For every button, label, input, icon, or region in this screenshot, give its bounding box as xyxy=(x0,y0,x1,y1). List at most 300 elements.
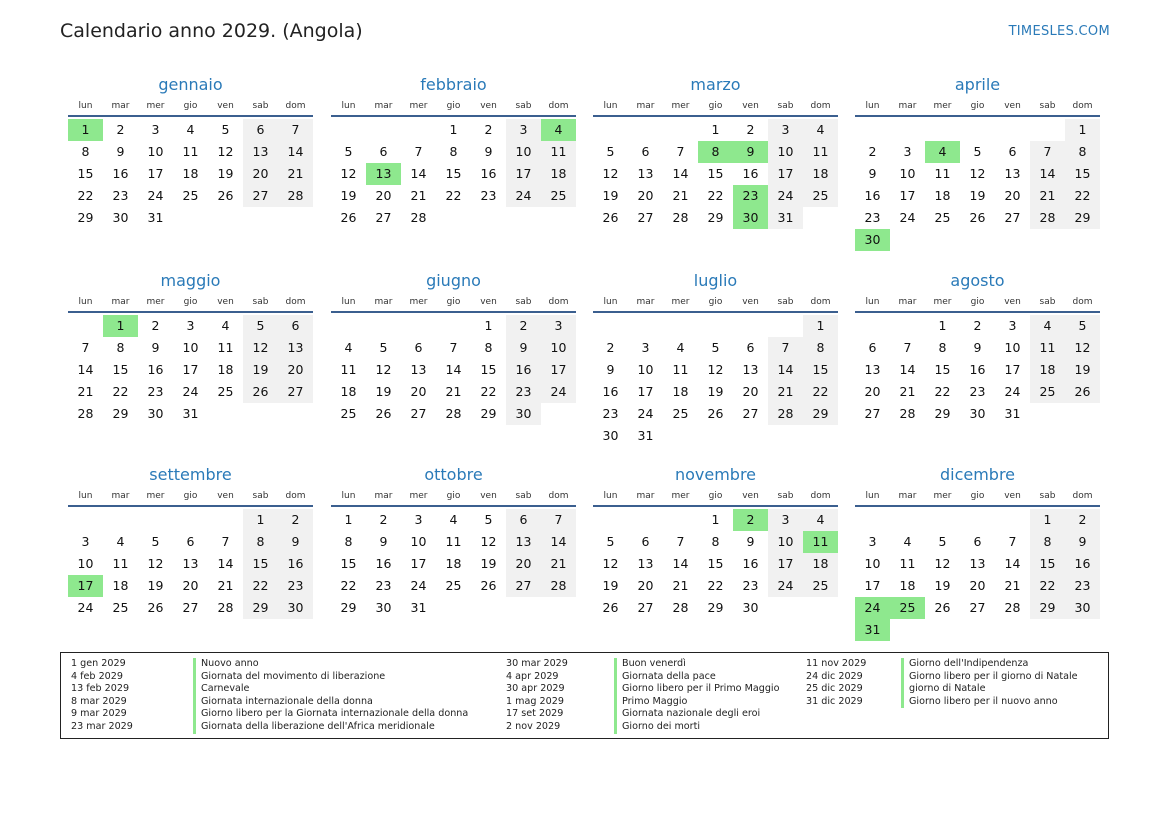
day-cell: 11 xyxy=(217,340,234,355)
day-cell: 9 xyxy=(278,531,313,553)
holiday-day-cell: 8 xyxy=(698,141,733,163)
holiday-row xyxy=(506,683,779,696)
day-cell: 2 xyxy=(506,315,541,337)
day-cell: 15 xyxy=(707,166,724,181)
weekday-label: mer xyxy=(933,297,952,307)
day-cell: 7 xyxy=(1030,141,1065,163)
day-cell: 25 xyxy=(541,185,576,207)
holiday-day-cell: 30 xyxy=(733,207,768,229)
holiday-date: 13 feb 2029 xyxy=(71,683,130,695)
day-cell: 30 xyxy=(1065,597,1100,619)
empty-cell xyxy=(925,119,960,141)
day-cell: 18 xyxy=(672,384,689,399)
day-cell: 14 xyxy=(541,531,576,553)
day-cell: 18 xyxy=(340,384,357,399)
day-cell: 25 xyxy=(803,185,838,207)
day-cell: 10 xyxy=(506,141,541,163)
day-cell: 10 xyxy=(768,141,803,163)
day-cell: 6 xyxy=(186,534,195,549)
day-cell: 28 xyxy=(77,406,94,421)
day-cell: 23 xyxy=(278,575,313,597)
day-cell: 11 xyxy=(899,556,916,571)
day-cell: 10 xyxy=(410,534,427,549)
month-maggio xyxy=(68,271,313,425)
month-title: dicembre xyxy=(939,465,1016,484)
day-cell: 1 xyxy=(344,512,353,527)
day-cell: 29 xyxy=(707,600,724,615)
day-cell: 1 xyxy=(711,512,720,527)
day-cell: 8 xyxy=(711,534,720,549)
day-cell: 3 xyxy=(768,509,803,531)
holiday-name: Giorno libero per la Giornata internazionale della donna xyxy=(193,708,468,721)
day-cell: 19 xyxy=(375,384,392,399)
day-cell: 23 xyxy=(602,406,619,421)
weekday-header xyxy=(68,490,313,507)
weekday-label: ven xyxy=(217,297,234,307)
day-cell: 21 xyxy=(1004,578,1021,593)
holiday-name: Giorno dell'Indipendenza xyxy=(901,658,1028,671)
day-cell: 27 xyxy=(506,575,541,597)
month-luglio xyxy=(593,271,838,447)
holiday-row xyxy=(806,671,1078,684)
empty-cell xyxy=(925,509,960,531)
day-cell: 28 xyxy=(1004,600,1021,615)
day-cell: 4 xyxy=(1030,315,1065,337)
day-cell: 12 xyxy=(602,166,619,181)
day-cell: 7 xyxy=(541,509,576,531)
month-ottobre xyxy=(331,465,576,619)
holiday-name: Giornata della pace xyxy=(614,671,716,684)
day-cell: 4 xyxy=(676,340,685,355)
day-cell: 3 xyxy=(414,512,423,527)
day-cell: 9 xyxy=(151,340,160,355)
day-cell: 17 xyxy=(768,163,803,185)
day-cell: 16 xyxy=(278,553,313,575)
day-cell: 8 xyxy=(938,340,947,355)
day-cell: 7 xyxy=(676,144,685,159)
day-grid xyxy=(593,119,838,229)
day-cell: 29 xyxy=(112,406,129,421)
day-cell: 22 xyxy=(112,384,129,399)
day-cell: 29 xyxy=(803,403,838,425)
holiday-name: Primo Maggio xyxy=(614,696,687,709)
day-cell: 19 xyxy=(602,578,619,593)
weekday-label: mar xyxy=(374,491,393,501)
day-cell: 20 xyxy=(243,163,278,185)
day-cell: 16 xyxy=(864,188,881,203)
holiday-row xyxy=(506,671,779,684)
day-cell: 17 xyxy=(1004,362,1021,377)
day-cell: 13 xyxy=(278,337,313,359)
empty-cell xyxy=(68,315,103,337)
day-cell: 21 xyxy=(445,384,462,399)
day-cell: 5 xyxy=(484,512,493,527)
month-settembre xyxy=(68,465,313,619)
empty-cell xyxy=(593,509,628,531)
day-cell: 11 xyxy=(803,141,838,163)
day-cell: 30 xyxy=(147,406,164,421)
day-grid xyxy=(331,509,576,619)
weekday-label: sab xyxy=(777,101,794,111)
empty-cell xyxy=(331,119,366,141)
weekday-label: dom xyxy=(285,297,306,307)
day-cell: 5 xyxy=(938,534,947,549)
holiday-day-cell: 23 xyxy=(733,185,768,207)
holiday-row xyxy=(506,696,779,709)
day-cell: 2 xyxy=(973,318,982,333)
holiday-date: 25 dic 2029 xyxy=(806,683,863,695)
day-cell: 15 xyxy=(445,166,462,181)
holiday-row xyxy=(71,658,468,671)
weekday-label: gio xyxy=(708,297,723,307)
day-cell: 10 xyxy=(864,556,881,571)
day-cell: 26 xyxy=(707,406,724,421)
weekday-header xyxy=(855,100,1100,117)
weekday-label: gio xyxy=(183,491,198,501)
weekday-label: mer xyxy=(409,491,428,501)
day-cell: 25 xyxy=(672,406,689,421)
month-novembre xyxy=(593,465,838,619)
day-cell: 6 xyxy=(868,340,877,355)
weekday-label: gio xyxy=(970,101,985,111)
day-cell: 7 xyxy=(449,340,458,355)
day-cell: 20 xyxy=(182,578,199,593)
day-cell: 6 xyxy=(506,509,541,531)
day-grid xyxy=(593,315,838,447)
day-cell: 23 xyxy=(1065,575,1100,597)
month-title: agosto xyxy=(950,271,1005,290)
month-agosto xyxy=(855,271,1100,425)
weekday-label: dom xyxy=(548,101,569,111)
day-cell: 19 xyxy=(969,188,986,203)
day-cell: 14 xyxy=(445,362,462,377)
holiday-name: Giorno dei morti xyxy=(614,721,700,734)
day-cell: 18 xyxy=(1030,359,1065,381)
weekday-label: mer xyxy=(409,101,428,111)
weekday-header xyxy=(68,100,313,117)
empty-cell xyxy=(855,119,890,141)
day-cell: 17 xyxy=(147,166,164,181)
day-cell: 7 xyxy=(676,534,685,549)
weekday-label: ven xyxy=(480,491,497,501)
weekday-label: lun xyxy=(341,101,356,111)
weekday-label: lun xyxy=(865,101,880,111)
day-cell: 19 xyxy=(243,359,278,381)
day-cell: 22 xyxy=(1065,185,1100,207)
weekday-label: lun xyxy=(78,491,93,501)
day-cell: 31 xyxy=(1004,406,1021,421)
holiday-row xyxy=(71,721,468,734)
month-title: maggio xyxy=(160,271,221,290)
weekday-label: sab xyxy=(252,101,269,111)
day-cell: 18 xyxy=(112,578,129,593)
weekday-label: dom xyxy=(810,491,831,501)
weekday-label: mer xyxy=(146,297,165,307)
day-cell: 20 xyxy=(506,553,541,575)
day-cell: 27 xyxy=(278,381,313,403)
weekday-label: gio xyxy=(183,297,198,307)
day-cell: 23 xyxy=(147,384,164,399)
day-cell: 26 xyxy=(375,406,392,421)
month-title: febbraio xyxy=(420,75,487,94)
holiday-day-cell: 24 xyxy=(855,597,890,619)
day-cell: 8 xyxy=(484,340,493,355)
day-cell: 2 xyxy=(868,144,877,159)
weekday-label: gio xyxy=(446,101,461,111)
empty-cell xyxy=(663,119,698,141)
day-cell: 9 xyxy=(606,362,615,377)
day-cell: 18 xyxy=(217,362,234,377)
holiday-name: Carnevale xyxy=(193,683,249,696)
day-cell: 20 xyxy=(637,188,654,203)
empty-cell xyxy=(995,119,1030,141)
day-cell: 30 xyxy=(278,597,313,619)
day-cell: 12 xyxy=(707,362,724,377)
day-cell: 31 xyxy=(410,600,427,615)
day-cell: 11 xyxy=(672,362,689,377)
day-cell: 14 xyxy=(672,166,689,181)
day-cell: 1 xyxy=(243,509,278,531)
day-cell: 2 xyxy=(278,509,313,531)
holiday-row xyxy=(71,683,468,696)
day-cell: 21 xyxy=(278,163,313,185)
day-cell: 11 xyxy=(445,534,462,549)
day-cell: 22 xyxy=(803,381,838,403)
holiday-name: Giornata del movimento di liberazione xyxy=(193,671,385,684)
holiday-date: 2 nov 2029 xyxy=(506,720,561,732)
day-cell: 28 xyxy=(1030,207,1065,229)
day-cell: 4 xyxy=(803,509,838,531)
holiday-name: Giornata della liberazione dell'Africa meridionale xyxy=(193,721,435,734)
day-cell: 16 xyxy=(602,384,619,399)
day-cell: 24 xyxy=(541,381,576,403)
day-cell: 6 xyxy=(641,144,650,159)
day-cell: 25 xyxy=(803,575,838,597)
day-cell: 4 xyxy=(344,340,353,355)
weekday-label: ven xyxy=(742,297,759,307)
day-cell: 26 xyxy=(217,188,234,203)
day-cell: 10 xyxy=(768,531,803,553)
weekday-label: mar xyxy=(111,297,130,307)
day-cell: 5 xyxy=(344,144,353,159)
day-cell: 15 xyxy=(480,362,497,377)
day-cell: 25 xyxy=(217,384,234,399)
day-cell: 15 xyxy=(803,359,838,381)
day-cell: 20 xyxy=(410,384,427,399)
day-cell: 19 xyxy=(340,188,357,203)
weekday-label: sab xyxy=(515,297,532,307)
day-cell: 14 xyxy=(410,166,427,181)
brand-link[interactable]: TIMESLES.COM xyxy=(1008,24,1110,39)
day-cell: 5 xyxy=(1065,315,1100,337)
day-cell: 26 xyxy=(147,600,164,615)
day-cell: 25 xyxy=(112,600,129,615)
day-cell: 13 xyxy=(182,556,199,571)
weekday-label: dom xyxy=(285,491,306,501)
day-cell: 16 xyxy=(506,359,541,381)
day-cell: 29 xyxy=(934,406,951,421)
day-cell: 5 xyxy=(221,122,230,137)
day-cell: 10 xyxy=(182,340,199,355)
day-cell: 24 xyxy=(506,185,541,207)
day-cell: 13 xyxy=(742,362,759,377)
day-cell: 23 xyxy=(480,188,497,203)
day-cell: 27 xyxy=(243,185,278,207)
day-cell: 12 xyxy=(934,556,951,571)
day-grid xyxy=(331,119,576,229)
day-cell: 12 xyxy=(969,166,986,181)
holiday-name: giorno di Natale xyxy=(901,683,985,696)
empty-cell xyxy=(960,509,995,531)
day-cell: 17 xyxy=(506,163,541,185)
weekday-label: sab xyxy=(252,491,269,501)
day-cell: 24 xyxy=(1004,384,1021,399)
day-cell: 29 xyxy=(707,210,724,225)
day-cell: 15 xyxy=(243,553,278,575)
day-cell: 17 xyxy=(637,384,654,399)
holiday-row xyxy=(506,658,779,671)
day-cell: 14 xyxy=(77,362,94,377)
empty-cell xyxy=(1030,119,1065,141)
day-cell: 13 xyxy=(243,141,278,163)
day-cell: 28 xyxy=(278,185,313,207)
day-cell: 19 xyxy=(480,556,497,571)
holiday-name: Giorno libero per il nuovo anno xyxy=(901,696,1058,709)
day-cell: 13 xyxy=(864,362,881,377)
holiday-list xyxy=(60,652,1109,739)
day-cell: 11 xyxy=(340,362,357,377)
day-cell: 24 xyxy=(77,600,94,615)
month-giugno xyxy=(331,271,576,425)
day-cell: 9 xyxy=(1065,531,1100,553)
empty-cell xyxy=(628,315,663,337)
day-cell: 2 xyxy=(151,318,160,333)
day-grid xyxy=(68,315,313,425)
holiday-date: 8 mar 2029 xyxy=(71,695,127,707)
day-cell: 19 xyxy=(707,384,724,399)
day-cell: 21 xyxy=(672,578,689,593)
day-cell: 25 xyxy=(1030,381,1065,403)
day-cell: 8 xyxy=(243,531,278,553)
weekday-label: mar xyxy=(636,297,655,307)
day-cell: 22 xyxy=(707,578,724,593)
day-cell: 14 xyxy=(278,141,313,163)
day-cell: 13 xyxy=(637,166,654,181)
day-cell: 6 xyxy=(641,534,650,549)
day-cell: 6 xyxy=(414,340,423,355)
holiday-column xyxy=(506,658,779,734)
day-cell: 17 xyxy=(864,578,881,593)
empty-cell xyxy=(768,315,803,337)
day-cell: 20 xyxy=(1004,188,1021,203)
empty-cell xyxy=(103,509,138,531)
day-cell: 24 xyxy=(768,575,803,597)
day-cell: 30 xyxy=(112,210,129,225)
holiday-name: Giorno libero per il giorno di Natale xyxy=(901,671,1078,684)
empty-cell xyxy=(663,315,698,337)
day-cell: 27 xyxy=(410,406,427,421)
weekday-label: ven xyxy=(217,491,234,501)
day-cell: 24 xyxy=(410,578,427,593)
day-cell: 3 xyxy=(768,119,803,141)
holiday-day-cell: 17 xyxy=(68,575,103,597)
day-cell: 2 xyxy=(1065,509,1100,531)
day-cell: 15 xyxy=(1030,553,1065,575)
day-cell: 9 xyxy=(506,337,541,359)
weekday-label: dom xyxy=(1072,297,1093,307)
day-cell: 7 xyxy=(278,119,313,141)
day-cell: 26 xyxy=(1065,381,1100,403)
weekday-label: dom xyxy=(285,101,306,111)
day-cell: 18 xyxy=(803,163,838,185)
holiday-row xyxy=(71,671,468,684)
day-cell: 28 xyxy=(672,600,689,615)
day-cell: 22 xyxy=(934,384,951,399)
day-cell: 2 xyxy=(606,340,615,355)
weekday-label: sab xyxy=(1039,297,1056,307)
day-cell: 7 xyxy=(221,534,230,549)
day-cell: 12 xyxy=(375,362,392,377)
weekday-label: lun xyxy=(603,491,618,501)
empty-cell xyxy=(401,315,436,337)
day-cell: 28 xyxy=(541,575,576,597)
empty-cell xyxy=(663,509,698,531)
day-cell: 5 xyxy=(243,315,278,337)
weekday-header xyxy=(331,296,576,313)
day-cell: 27 xyxy=(1004,210,1021,225)
day-cell: 3 xyxy=(186,318,195,333)
day-cell: 15 xyxy=(1065,163,1100,185)
day-cell: 11 xyxy=(541,141,576,163)
day-cell: 15 xyxy=(340,556,357,571)
month-title: gennaio xyxy=(158,75,223,94)
day-cell: 7 xyxy=(903,340,912,355)
day-cell: 21 xyxy=(541,553,576,575)
day-cell: 22 xyxy=(77,188,94,203)
weekday-label: lun xyxy=(865,491,880,501)
day-cell: 23 xyxy=(742,578,759,593)
day-cell: 10 xyxy=(899,166,916,181)
weekday-label: sab xyxy=(777,297,794,307)
holiday-name: Buon venerdì xyxy=(614,658,686,671)
day-grid xyxy=(68,119,313,229)
day-cell: 5 xyxy=(711,340,720,355)
day-cell: 15 xyxy=(707,556,724,571)
empty-cell xyxy=(366,119,401,141)
day-cell: 12 xyxy=(243,337,278,359)
day-grid xyxy=(331,315,576,425)
weekday-label: gio xyxy=(970,491,985,501)
day-cell: 1 xyxy=(449,122,458,137)
weekday-header xyxy=(593,490,838,507)
day-cell: 3 xyxy=(868,534,877,549)
holiday-row xyxy=(806,683,1078,696)
weekday-label: gio xyxy=(446,297,461,307)
day-cell: 12 xyxy=(340,166,357,181)
day-cell: 23 xyxy=(506,381,541,403)
month-title: marzo xyxy=(690,75,741,94)
month-title: settembre xyxy=(149,465,232,484)
day-cell: 16 xyxy=(969,362,986,377)
empty-cell xyxy=(401,119,436,141)
month-aprile xyxy=(855,75,1100,251)
day-cell: 15 xyxy=(77,166,94,181)
day-cell: 17 xyxy=(410,556,427,571)
day-cell: 1 xyxy=(1065,119,1100,141)
holiday-date: 24 dic 2029 xyxy=(806,670,863,682)
weekday-label: mer xyxy=(409,297,428,307)
day-cell: 25 xyxy=(182,188,199,203)
